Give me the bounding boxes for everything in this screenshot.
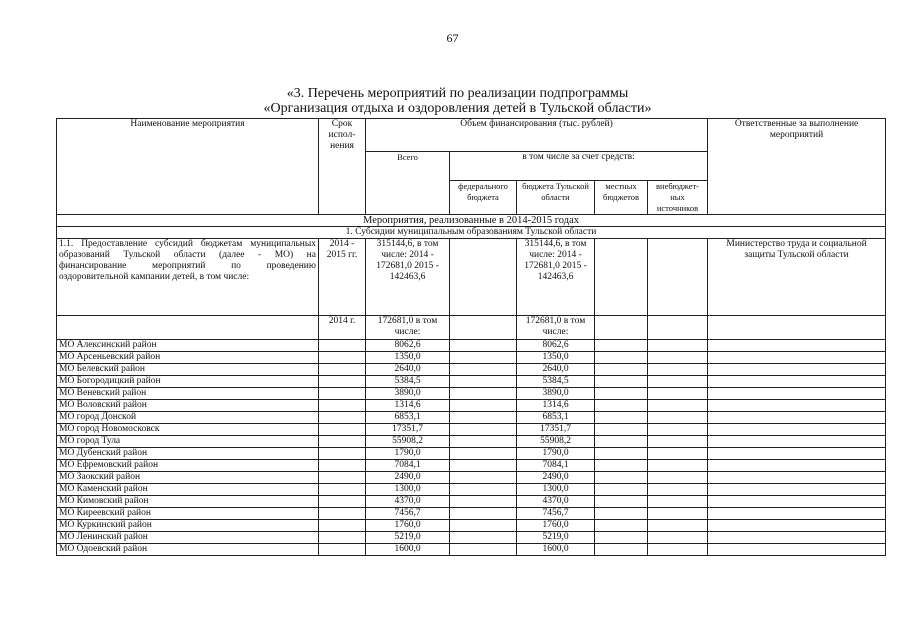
mo-name: МО Киреевский район — [57, 508, 319, 520]
mo-local — [595, 352, 648, 364]
measure-local — [595, 239, 648, 316]
mo-responsible — [708, 508, 886, 520]
title-line-1: «3. Перечень мероприятий по реализации подпрограммы — [286, 86, 629, 101]
mo-name: МО город Донской — [57, 412, 319, 424]
table-row — [57, 364, 886, 376]
mo-local — [595, 520, 648, 532]
page-number: 67 — [446, 31, 459, 45]
mo-total: 2640,0 — [366, 364, 450, 376]
mo-total: 55908,2 — [366, 436, 450, 448]
mo-name: МО Заокский район — [57, 472, 319, 484]
mo-local — [595, 484, 648, 496]
mo-offbudget — [648, 352, 708, 364]
table-row — [57, 496, 886, 508]
mo-offbudget — [648, 448, 708, 460]
mo-name: МО Одоевский район — [57, 544, 319, 556]
mo-federal — [450, 376, 517, 388]
mo-term — [319, 448, 366, 460]
mo-name: МО Дубенский район — [57, 448, 319, 460]
table-row — [57, 424, 886, 436]
mo-responsible — [708, 340, 886, 352]
mo-responsible — [708, 484, 886, 496]
mo-total: 1760,0 — [366, 520, 450, 532]
mo-federal — [450, 508, 517, 520]
mo-offbudget — [648, 412, 708, 424]
mo-term — [319, 364, 366, 376]
table-row — [57, 508, 886, 520]
header-responsible: Ответственные за выполнение мероприятий — [708, 119, 886, 215]
mo-total: 4370,0 — [366, 496, 450, 508]
mo-offbudget — [648, 424, 708, 436]
table-row — [57, 400, 886, 412]
mo-responsible — [708, 448, 886, 460]
mo-name: МО Богородицкий район — [57, 376, 319, 388]
mo-responsible — [708, 424, 886, 436]
mo-term — [319, 532, 366, 544]
mo-federal — [450, 484, 517, 496]
mo-name: МО Каменский район — [57, 484, 319, 496]
header-offbudget: внебюджет-ных источников — [648, 181, 708, 215]
mo-federal — [450, 520, 517, 532]
mo-term — [319, 520, 366, 532]
table-row — [57, 340, 886, 352]
year-row-name — [57, 316, 319, 340]
mo-offbudget — [648, 340, 708, 352]
mo-federal — [450, 532, 517, 544]
mo-offbudget — [648, 460, 708, 472]
mo-local — [595, 424, 648, 436]
mo-regional: 5219,0 — [517, 532, 595, 544]
header-local: местных бюджетов — [595, 181, 648, 215]
year-row-federal — [450, 316, 517, 340]
mo-offbudget — [648, 544, 708, 556]
mo-federal — [450, 412, 517, 424]
mo-name: МО город Новомосковск — [57, 424, 319, 436]
section-title: Мероприятия, реализованные в 2014-2015 годах — [57, 215, 886, 227]
header-volume: Объем финансирования (тыс. рублей) — [366, 119, 708, 152]
mo-federal — [450, 544, 517, 556]
mo-name: МО Куркинский район — [57, 520, 319, 532]
mo-offbudget — [648, 388, 708, 400]
mo-total: 5384,5 — [366, 376, 450, 388]
mo-term — [319, 400, 366, 412]
measure-term: 2014 - 2015 гг. — [319, 239, 366, 316]
mo-total: 7456,7 — [366, 508, 450, 520]
mo-name: МО Веневский район — [57, 388, 319, 400]
mo-name: МО Ефремовский район — [57, 460, 319, 472]
mo-local — [595, 436, 648, 448]
mo-total: 1314,6 — [366, 400, 450, 412]
mo-term — [319, 484, 366, 496]
mo-total: 2490,0 — [366, 472, 450, 484]
measures-table — [56, 118, 886, 556]
title-line-2: «Организация отдыха и оздоровления детей в Тульской области» — [263, 101, 652, 116]
mo-federal — [450, 460, 517, 472]
mo-regional: 1314,6 — [517, 400, 595, 412]
mo-offbudget — [648, 376, 708, 388]
header-regional: бюджета Тульской области — [517, 181, 595, 215]
mo-term — [319, 436, 366, 448]
year-row-total: 172681,0 в том числе: — [366, 316, 450, 340]
mo-local — [595, 448, 648, 460]
mo-federal — [450, 448, 517, 460]
mo-federal — [450, 364, 517, 376]
mo-total: 1300,0 — [366, 484, 450, 496]
mo-responsible — [708, 436, 886, 448]
mo-local — [595, 400, 648, 412]
mo-regional: 7084,1 — [517, 460, 595, 472]
year-row-local — [595, 316, 648, 340]
mo-offbudget — [648, 520, 708, 532]
mo-offbudget — [648, 496, 708, 508]
mo-term — [319, 472, 366, 484]
mo-term — [319, 388, 366, 400]
mo-local — [595, 508, 648, 520]
mo-federal — [450, 424, 517, 436]
measure-regional: 315144,6, в том числе: 2014 - 172681,0 2015 - 142463,6 — [517, 239, 595, 316]
year-row-term: 2014 г. — [319, 316, 366, 340]
mo-local — [595, 364, 648, 376]
mo-local — [595, 460, 648, 472]
table-row — [57, 448, 886, 460]
mo-regional: 2640,0 — [517, 364, 595, 376]
measure-federal — [450, 239, 517, 316]
mo-responsible — [708, 472, 886, 484]
mo-local — [595, 544, 648, 556]
mo-regional: 17351,7 — [517, 424, 595, 436]
mo-total: 1600,0 — [366, 544, 450, 556]
mo-rows — [57, 340, 886, 556]
mo-responsible — [708, 400, 886, 412]
table-row — [57, 472, 886, 484]
mo-term — [319, 508, 366, 520]
mo-name: МО Белевский район — [57, 364, 319, 376]
mo-term — [319, 544, 366, 556]
mo-regional: 1790,0 — [517, 448, 595, 460]
mo-responsible — [708, 352, 886, 364]
mo-local — [595, 532, 648, 544]
mo-name: МО Алексинский район — [57, 340, 319, 352]
header-including: в том числе за счет средств: — [450, 152, 708, 181]
mo-regional: 2490,0 — [517, 472, 595, 484]
mo-responsible — [708, 496, 886, 508]
mo-local — [595, 472, 648, 484]
mo-regional: 55908,2 — [517, 436, 595, 448]
mo-name: МО город Тула — [57, 436, 319, 448]
mo-regional: 6853,1 — [517, 412, 595, 424]
mo-total: 5219,0 — [366, 532, 450, 544]
mo-total: 8062,6 — [366, 340, 450, 352]
mo-total: 17351,7 — [366, 424, 450, 436]
table-row — [57, 436, 886, 448]
mo-responsible — [708, 376, 886, 388]
table-row — [57, 544, 886, 556]
table-row — [57, 352, 886, 364]
mo-local — [595, 412, 648, 424]
header-federal: федерального бюджета — [450, 181, 517, 215]
table-row — [57, 532, 886, 544]
mo-responsible — [708, 364, 886, 376]
mo-offbudget — [648, 484, 708, 496]
mo-local — [595, 496, 648, 508]
mo-term — [319, 496, 366, 508]
header-name: Наименование мероприятия — [57, 119, 319, 215]
mo-term — [319, 352, 366, 364]
mo-federal — [450, 400, 517, 412]
mo-responsible — [708, 532, 886, 544]
mo-name: МО Воловский район — [57, 400, 319, 412]
mo-offbudget — [648, 532, 708, 544]
measure-responsible: Министерство труда и социальной защиты Тульской области — [708, 239, 886, 316]
mo-regional: 1300,0 — [517, 484, 595, 496]
mo-federal — [450, 472, 517, 484]
mo-term — [319, 376, 366, 388]
measure-name: 1.1. Предоставление субсидий бюджетам муниципальных образований Тульской области (далее - МО) на финансирование мероприятий по проведению оздоровительной кампании детей, в том числе: — [57, 239, 319, 316]
table-row — [57, 460, 886, 472]
mo-local — [595, 388, 648, 400]
mo-term — [319, 340, 366, 352]
mo-term — [319, 412, 366, 424]
measure-total: 315144,6, в том числе: 2014 - 172681,0 2015 - 142463,6 — [366, 239, 450, 316]
mo-offbudget — [648, 508, 708, 520]
mo-responsible — [708, 412, 886, 424]
mo-regional: 1600,0 — [517, 544, 595, 556]
mo-regional: 4370,0 — [517, 496, 595, 508]
header-total: Всего — [366, 152, 450, 215]
measure-offbudget — [648, 239, 708, 316]
mo-local — [595, 376, 648, 388]
mo-local — [595, 340, 648, 352]
mo-regional: 1350,0 — [517, 352, 595, 364]
header-term: Срок испол-нения — [319, 119, 366, 215]
mo-offbudget — [648, 436, 708, 448]
mo-responsible — [708, 520, 886, 532]
mo-regional: 3890,0 — [517, 388, 595, 400]
mo-total: 6853,1 — [366, 412, 450, 424]
mo-responsible — [708, 460, 886, 472]
mo-regional: 8062,6 — [517, 340, 595, 352]
mo-offbudget — [648, 364, 708, 376]
mo-federal — [450, 436, 517, 448]
year-row-regional: 172681,0 в том числе: — [517, 316, 595, 340]
year-row-offbudget — [648, 316, 708, 340]
year-row-responsible — [708, 316, 886, 340]
mo-total: 3890,0 — [366, 388, 450, 400]
mo-term — [319, 460, 366, 472]
mo-federal — [450, 340, 517, 352]
subsection-title: 1. Субсидии муниципальным образованиям Тульской области — [57, 227, 886, 239]
table-row — [57, 484, 886, 496]
mo-name: МО Ленинский район — [57, 532, 319, 544]
mo-federal — [450, 352, 517, 364]
mo-regional: 1760,0 — [517, 520, 595, 532]
mo-total: 1790,0 — [366, 448, 450, 460]
mo-name: МО Кимовский район — [57, 496, 319, 508]
mo-offbudget — [648, 472, 708, 484]
document-title — [0, 86, 905, 116]
mo-term — [319, 424, 366, 436]
mo-regional: 5384,5 — [517, 376, 595, 388]
mo-responsible — [708, 544, 886, 556]
table-row — [57, 520, 886, 532]
mo-responsible — [708, 388, 886, 400]
table-row — [57, 376, 886, 388]
mo-federal — [450, 388, 517, 400]
mo-total: 7084,1 — [366, 460, 450, 472]
table-row — [57, 412, 886, 424]
mo-federal — [450, 496, 517, 508]
mo-name: МО Арсеньевский район — [57, 352, 319, 364]
mo-offbudget — [648, 400, 708, 412]
mo-total: 1350,0 — [366, 352, 450, 364]
mo-regional: 7456,7 — [517, 508, 595, 520]
table-row — [57, 388, 886, 400]
